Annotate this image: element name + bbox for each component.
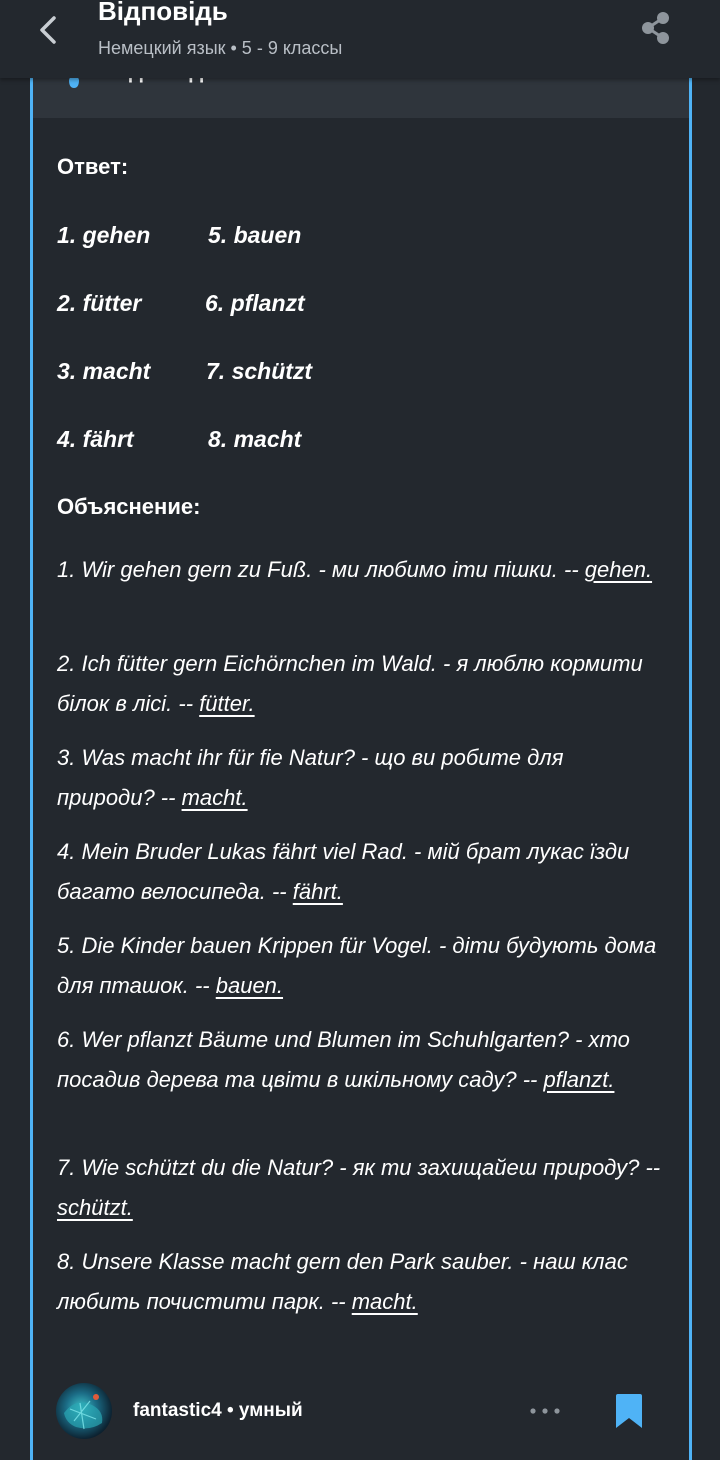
explanation-item bbox=[57, 1148, 667, 1228]
explanation-item bbox=[57, 738, 667, 818]
page-title: Відповідь bbox=[98, 0, 228, 26]
explanation-answer: pflanzt. bbox=[543, 1067, 615, 1092]
more-horizontal-icon[interactable] bbox=[528, 1406, 562, 1416]
explanation-item bbox=[57, 550, 667, 590]
answer-author-bar bbox=[0, 1378, 720, 1431]
explanation-heading: Объяснение: bbox=[57, 494, 201, 519]
answer-item: 5. bauen bbox=[208, 222, 302, 248]
explanation-text: 1. Wir gehen gern zu Fuß. - ми любимо іти пішки. -- bbox=[57, 557, 585, 582]
bookmark-icon[interactable] bbox=[616, 1394, 642, 1428]
explanation-answer: bauen. bbox=[215, 973, 284, 998]
share-icon[interactable] bbox=[636, 8, 676, 48]
chevron-left-icon[interactable] bbox=[30, 10, 70, 50]
explanation-text: 2. Ich fütter gern Eichörnchen im Wald. - я люблю кормити білок в лісі. -- bbox=[57, 651, 643, 716]
explanation-text: 3. Was macht ihr für fie Natur? - що ви робите для природи? -- bbox=[57, 745, 564, 810]
explanation-answer: fütter. bbox=[199, 691, 255, 716]
answer-item: 3. macht bbox=[57, 358, 151, 384]
explanation-text: 7. Wie schützt du die Natur? - як ти захищайеш природу? -- bbox=[57, 1155, 661, 1180]
answer-item: 8. macht bbox=[208, 426, 302, 452]
explanation-text: 8. Unsere Klasse macht gern den Park sauber. - наш клас любить почистити парк. -- bbox=[57, 1249, 628, 1314]
explanation-answer: macht. bbox=[181, 785, 248, 810]
answer-item: 7. schützt bbox=[206, 358, 313, 384]
explanation-item bbox=[57, 1242, 667, 1322]
answer-item: 6. pflanzt bbox=[205, 290, 305, 316]
explanation-text: 4. Mein Bruder Lukas fährt viel Rad. - мій брат лукас їзди багато велосипеда. -- bbox=[57, 839, 630, 904]
explanation-item bbox=[57, 644, 667, 724]
explanation-answer: gehen. bbox=[584, 557, 653, 582]
explanation-text: 5. Die Kinder bauen Krippen für Vogel. - діти будують дома для пташок. -- bbox=[57, 933, 657, 998]
top-app-bar bbox=[0, 0, 720, 78]
answer-item: 1. gehen bbox=[57, 222, 151, 248]
explanation-text: 6. Wer pflanzt Bäume und Blumen im Schuhlgarten? - хто посадив дерева та цвіти в шкільному саду? -- bbox=[57, 1027, 630, 1092]
explanation-item bbox=[57, 1020, 667, 1100]
explanation-answer: fährt. bbox=[292, 879, 343, 904]
answer-item: 2. fütter bbox=[57, 290, 142, 316]
page-subtitle: Немецкий язык • 5 - 9 классы bbox=[98, 38, 343, 58]
explanation-answer: macht. bbox=[351, 1289, 418, 1314]
explanation-answer: schützt. bbox=[57, 1195, 133, 1220]
answer-item: 4. fährt bbox=[57, 426, 134, 452]
explanation-item bbox=[57, 926, 667, 1006]
explanation-item bbox=[57, 832, 667, 912]
author-name[interactable]: fantastic4 • умный bbox=[133, 1400, 303, 1421]
answer-heading: Ответ: bbox=[57, 154, 129, 179]
